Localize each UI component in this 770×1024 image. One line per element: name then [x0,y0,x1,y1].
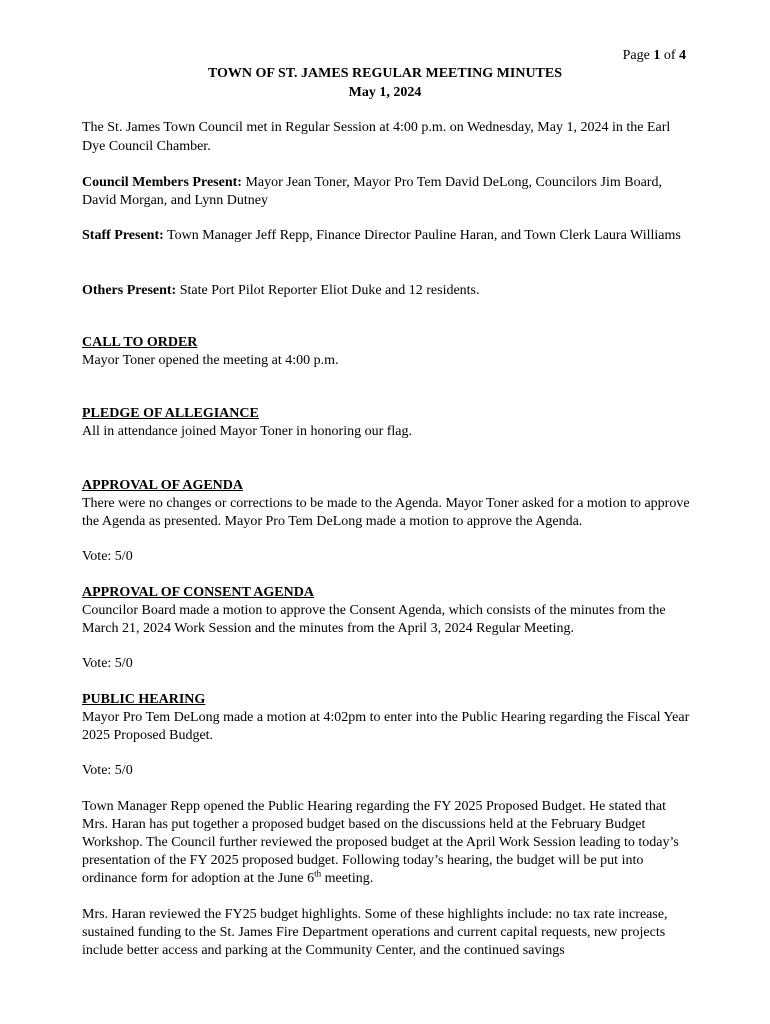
document-title: TOWN OF ST. JAMES REGULAR MEETING MINUTES [207,66,563,81]
pledge-heading: PLEDGE OF ALLEGIANCE [82,406,259,421]
public-hearing-heading: PUBLIC HEARING [82,692,206,707]
meeting-date: May 1, 2024 [348,85,422,100]
public-hearing-vote: Vote: 5/0 [82,763,133,778]
call-to-order-text: Mayor Toner opened the meeting at 4:00 p.m. [82,353,339,368]
current-page: 1 [653,48,661,63]
public-hearing-text: Mayor Pro Tem DeLong made a motion at 4:02pm to enter into the Public Hearing regarding the Fiscal Year 2025 Proposed Budget. [82,710,690,743]
approval-agenda-vote: Vote: 5/0 [82,549,133,564]
council-present-label: Council Members Present: [82,175,242,190]
pledge-text: All in attendance joined Mayor Toner in honoring our flag. [82,424,413,439]
staff-present-label: Staff Present: [82,228,164,243]
call-to-order-heading: CALL TO ORDER [82,335,198,350]
approval-agenda-text: There were no changes or corrections to be made to the Agenda. Mayor Toner asked for a motion to approve the Agenda as presented. Mayor Pro Tem DeLong made a motion to approve the Agenda. [82,496,690,529]
public-hearing-paragraph-2: Mrs. Haran reviewed the FY25 budget highlights. Some of these highlights include: no tax rate increase, sustained funding to the St. James Fire Department operations and current capital requests, new projects include better access and parking at the Community Center, and the continued savings [82,907,668,958]
council-present: Council Members Present: Mayor Jean Toner, Mayor Pro Tem David DeLong, Councilors Jim Board, David Morgan, and Lynn Dutney [82,175,662,208]
intro-paragraph: The St. James Town Council met in Regular Session at 4:00 p.m. on Wednesday, May 1, 2024 in the Earl Dye Council Chamber. [82,120,671,154]
page-number: Page 1 of 4 [622,48,686,63]
consent-agenda-vote: Vote: 5/0 [82,656,133,671]
consent-agenda-heading: APPROVAL OF CONSENT AGENDA [82,585,314,600]
consent-agenda-text: Councilor Board made a motion to approve the Consent Agenda, which consists of the minutes from the March 21, 2024 Work Session and the minutes from the April 3, 2024 Regular Meeting. [82,603,666,636]
others-present: Others Present: State Port Pilot Reporter Eliot Duke and 12 residents. [82,283,480,298]
total-pages: 4 [679,48,686,63]
approval-agenda-heading: APPROVAL OF AGENDA [82,478,244,493]
others-present-label: Others Present: [82,283,177,298]
public-hearing-paragraph-1: Town Manager Repp opened the Public Hearing regarding the FY 2025 Proposed Budget. He stated that Mrs. Haran has put together a proposed budget based on the discussions held at the February Budget Workshop. The Council further reviewed the proposed budget at the April Work Session leading to today’s presentation of the FY 2025 proposed budget. Following today’s hearing, the budget will be put into ordinance form for adoption at the June 6th meeting. [82,799,679,886]
staff-present: Staff Present: Town Manager Jeff Repp, Finance Director Pauline Haran, and Town Clerk Laura Williams [82,228,681,243]
